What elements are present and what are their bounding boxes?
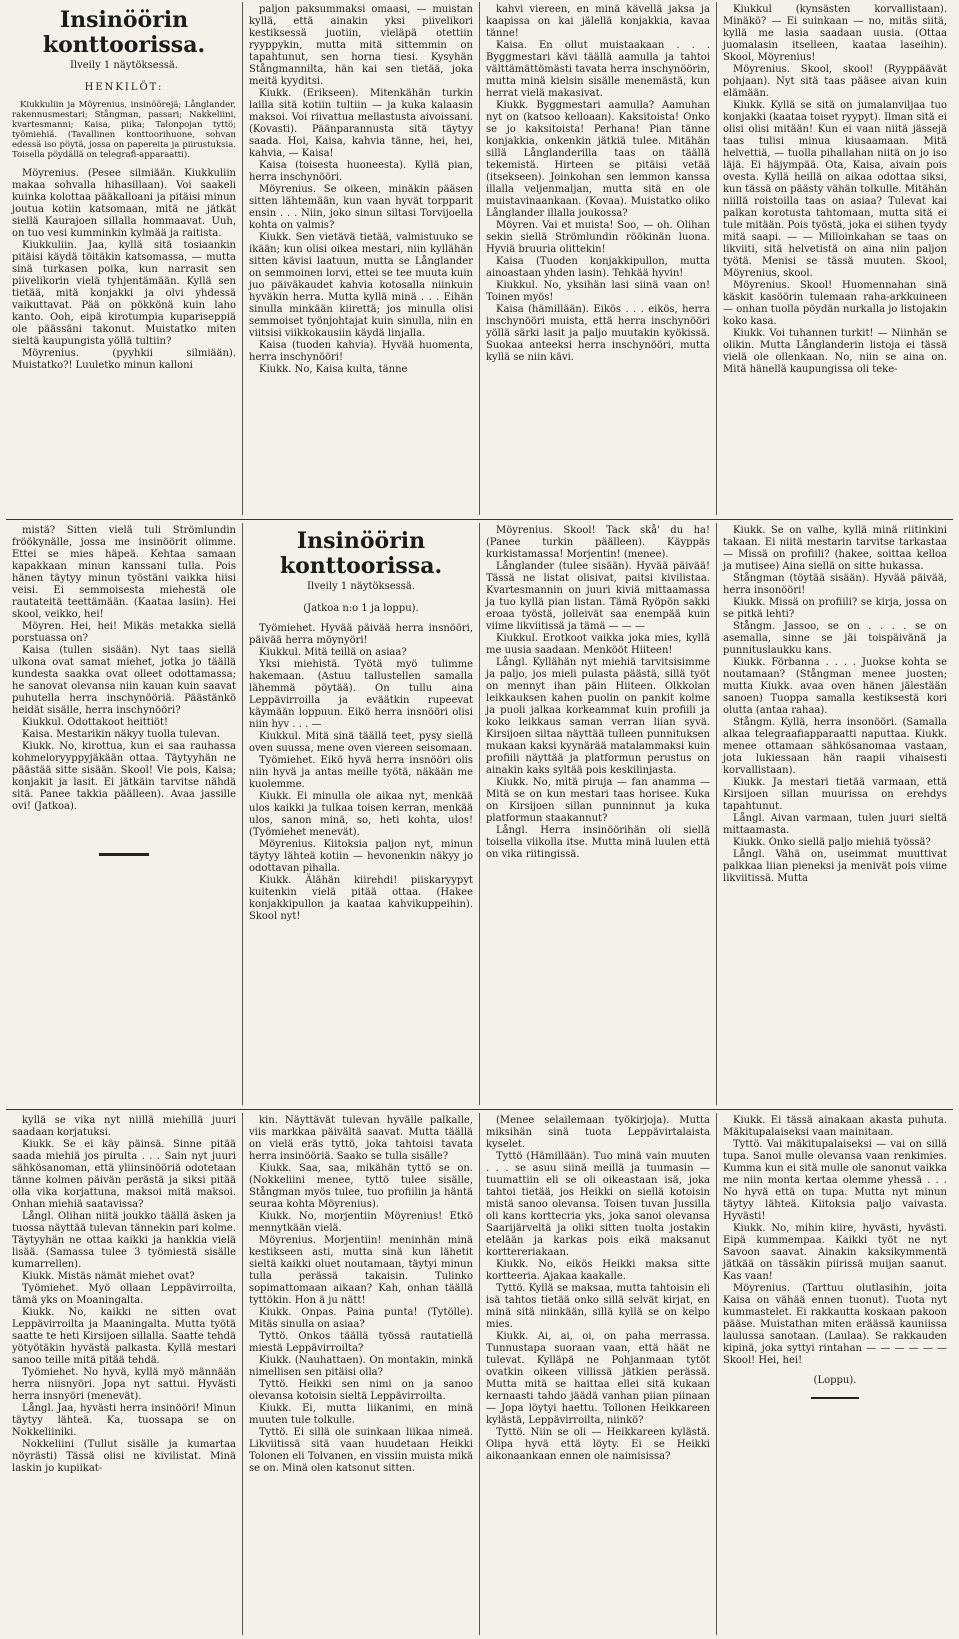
section-divider — [6, 519, 953, 520]
paragraph: Stångm. Kyllä, herra insonööri. (Samalla alkaa telegraafiapparaatti naputtaa. Kiukk. menee ottamaan sähkösanomaa vastaan, jota lukiessaan hän raapii vihaisesti korvallistaan). — [723, 717, 947, 776]
column — [480, 2, 717, 515]
page-section-3 — [6, 1113, 953, 1635]
paragraph: Långl. Kyllähän nyt miehiä tarvitsisimme ja paljo, jos mieli pulasta päästä, sillä työt on mennyt ihan päin Hiiteen. Olkkolan leikkauksen kahen puolin on pankit kolme ja puoli jalkaa korkeammat kuin profiili ja koko leikkaus saman verran liian syvä. Kirsijoen siltaa näyttää tulleen punnituksen mukaan kaksi kyynärää matalammaksi kuin profiili näyttää ja platformun perustus on ainakin kaks syltää pois keskilinjasta. — [486, 657, 710, 776]
paragraph: Långl. Olihan niitä joukko täällä äsken ja tuossa näyttää tulevan tännekin pari kolme. Täytyyhän ne ottaa kaikki ja hankkia vielä lisää. (Samassa tulee 3 työmiestä sisälle kumarrellen). — [12, 1211, 236, 1270]
paragraph: Kiukk. Voi tuhannen turkit! — Niinhän se olikin. Mutta Långlanderin listoja ei tässä vielä ole ollenkaan. No, niin se aina on. Mitä hänellä kaupungissa oli teke- — [723, 328, 947, 375]
paragraph: Kiukk. Ei, mutta liikanimi, en minä muuten tule tolkulle. — [249, 1403, 473, 1426]
paragraph: Kiukk. Missä on profiili? se kirja, jossa on se pitkä lehti? — [723, 597, 947, 620]
paragraph: Långl. Vähä on, useimmat muuttivat palkkaa liian pieneksi ja menivät pois viime likviitissä. Mutta — [723, 849, 947, 884]
paragraph: Työmiehet. No hyvä, kyllä myö männään herra niisnyöri. Jopa nyt sattui. Hyvästi herra insnyöri (menevät). — [12, 1367, 236, 1402]
end-rule — [811, 1397, 859, 1399]
paragraph: Kiukk. No, eikös Heikki maksa sitte kortteeria. Ajakaa kaakalle. — [486, 1259, 710, 1282]
paragraph: Tyttö. Vai mäkitupalaiseksi — vai on sillä tupa. Sanoi mulle olevansa vaan renkimies. Kumma kun ei sitä mulle ole sanonut vaikka me niin monta kertaa olemme yhessä . . . No hyvä että on tupa. Mutta nyt minun täytyy lähteä. Kiitoksia paljo vaivasta. Hyvästi! — [723, 1139, 947, 1222]
column — [243, 2, 480, 515]
paragraph: Kiukk. No, kaikki ne sitten ovat Leppävirroilta ja Maaningalta. Mutta työtä saatte te heti Kirsijoen sillalla. Saatte tehdä yötyötäkin hyvästä palkasta. Kyllä mestari sanoo teille mitä pitää tehdä. — [12, 1307, 236, 1366]
paragraph: Kaisa (tuoden kahvia). Hyvää huomenta, herra inschynööri! — [249, 340, 473, 363]
paragraph: Tyttö (Hämillään). Tuo minä vain muuten . . . se asuu siinä meillä ja tuumasin — tuumattiin eli se oli oikeastaan isä, joka tahtoi tietää, jos Heikki on siellä kotoisin mistä sanoo olevansa. Toisen tuvan Jussilla oli kans korttecria yks, joka sanoi olevansa Saarijärveltä ja oliki sitten tuolta jostakin etelään ja karkas pois eikä maksanut korttereriakaan. — [486, 1151, 710, 1258]
article-subtitle: Ilveily 1 näytöksessä. — [69, 60, 179, 71]
column — [717, 2, 953, 515]
paragraph: Yksi miehistä. Työtä myö tulimme hakemaan. (Astuu tallustellen samalla lähemmä pöytää). On tullu aina Leppävirroilla ja eväätkin rupeevat käymään loppuun. Eikö herra insnööri olisi niin hyv . . . — — [249, 659, 473, 730]
paragraph: Möyren. Vai et muista! Soo, — oh. Olihan sekin siellä Strömlundin röökinän luona. Hyviä bruuria olittekin! — [486, 220, 710, 255]
paragraph: Tyttö. Niin se oli — Heikkareen kylästä. Olipa hyvä että löyty. Ei se Heikki aikonaankaan ennen ole naimisissa? — [486, 1427, 710, 1462]
paragraph: Kiukkul. Mitä teillä on asiaa? — [259, 647, 407, 658]
column — [6, 1113, 243, 1635]
article-title: Insinöörin konttoorissa. — [279, 528, 443, 579]
paragraph: Möyrenius. Se oikeen, minäkin pääsen sitten lähtemään, kun vaan hyvät torpparit ensin . . . Niin, joko sinun siltasi Torvijoella kohta on valmis? — [249, 184, 473, 231]
paragraph: Työmiehet. Hyvää päivää herra insnööri, päivää herra möynyöri! — [249, 623, 473, 646]
paragraph: Kiukk. No, mitä piruja — fan anamma — Mitä se on kun mestari taas horisee. Kuka on Kirsijoen sillan punninnut ja kuka platformun staakannut? — [486, 777, 710, 824]
paragraph: Kiukk. Ei minulla ole aikaa nyt, menkää ulos kaikki ja tulkaa toisen kerran, menkää ulos, sanon minä, so, heti kohta, ulos! (Työmiehet menevät). — [249, 791, 473, 838]
paragraph: Kiukk. Ai, ai, oi, on paha merrassa. Tunnustapa suoraan vaan, että häät ne tulevat. Kylläpä ne Pohjanmaan tytöt ovatkin oikeen villissä jätkien perässä. Mutta mitä se haittaa ellei sitä kukaan kernaasti tahdo jäädä vanhan piian piinaan — Jopa löytyi haettu. Tollonen Heikkareen kylästä, Leppävirroilta, niinkö? — [486, 1331, 710, 1426]
paragraph: Työmiehet. Myö ollaan Leppävirroilta, tämä yks on Moaningalta. — [12, 1283, 236, 1306]
paragraph: Stångm. Jassoo, se on . . . . se on asemalla, sinne se jäi toispäivänä ja punnituslaukku kans. — [723, 621, 947, 656]
column — [6, 2, 243, 515]
column — [480, 1113, 717, 1635]
paragraph: Möyrenius. (pyyhkii silmiään). Muistatko?! Luuletko minun kalloni — [12, 348, 236, 371]
paragraph: Möyrenius. Skool! Huomennahan sinä käskit kasöörin tulemaan raha-arkkuineen — onhan tuolla pöydän nurkalla jo listojakin koko kasa. — [723, 280, 947, 327]
paragraph: Kiukk. Ei tässä ainakaan akasta puhuta. Mäkitupalaiseksi vaan mainitaan. — [723, 1115, 947, 1138]
paragraph: Kiukk. Se on valhe, kyllä minä riitinkini takaan. Ei niitä mestarin tarvitse tarkastaa — Missä on profiili? (hakee, soittaa kelloa ja mutisee) Aina siellä on sitte hukassa. — [723, 525, 947, 572]
paragraph: Möyrenius. Morjentiin! meninhän minä kestikseen asti, mutta sinä kun lähetit sieltä kaikki oluet noutamaan, täytyi minun tulla perässä takaisin. Tulinko sopimattomaan aikaan? Kah, onhan täällä tyttökin. Hon ä ju nätt! — [249, 1235, 473, 1306]
end-note: (Loppu). — [813, 1375, 857, 1386]
paragraph: Kiukk. Kyllä se sitä on jumalanviljaa tuo konjakki (kaataa toiset ryypyt). Ilman sitä ei olisi olisi mitään! Kun ei vaan niitä jässejä taas tulisi minua kiusaamaan. Mitä helvettiä, — tuolla pihallahan niitä on jo iso läjä. Ei häjympää. Ota, Kaisa, aivain pois ovesta. Kyllä heillä on aikaa odottaa siksi, kun tässä on päästy vähän tolkulle. Mitähän niillä roistoilla taas on asiaa? Tulevat kai palkan korotusta tahtomaan, mutta sitä ei tule mitään. Pois työstä, joka ei siihen tyydy mitä saapi. — — Milloinkahan se taas on likviiti, sitä helvetistä on aina niin paljon työtä. Menisi se tässä muuten. Skool, Möyrenius, skool. — [723, 100, 947, 279]
paragraph: Kaisa. En ollut muistaakaan . . . Byggmestari kävi täällä aamulla ja tahtoi välttämättömästi tavata herra inschynöörin, mutta minä kielsin sisälle menemästä, kun herrat vielä makasivat. — [486, 40, 710, 99]
paragraph: Långl. Jaa, hyvästi herra insinööri! Minun täytyy lähteä. Ka, tuossapa se on Nokkeliiniki. — [12, 1403, 236, 1438]
paragraph: Tyttö. Onkos täällä työssä rautatiellä miestä Leppävirroilta? — [249, 1331, 473, 1354]
persons-list: Kiukkuliin ja Möyrenius, insinöörejä; Långlander, rakennusmestari; Stångman, passari; Nakkeliini, kvartesmanni; Kaisa, piika; Talonpojan tyttö; työmiehiä. (Tavallinen konttoorihuone, sohvan edessä iso pöytä, jossa on papereita ja piirustuksia. Toisella pöydällä on telegrafi-apparaatti). — [12, 100, 236, 160]
paragraph: Työmiehet. Eikö hyvä herra insnööri olis niin hyvä ja antas meille työtä, näkään me kuolemme. — [249, 755, 473, 790]
paragraph: Kiukk. Saa, saa, mikähän tyttö se on. (Nokkeliini menee, tyttö tulee sisälle, Stångman myös tulee, tuo profiilin ja häntä seuraa kohta Möyrenius). — [249, 1163, 473, 1210]
paragraph: (Menee selailemaan työkirjoja). Mutta miksihän sinä tuota Leppävirtalaista kyselet. — [486, 1115, 710, 1150]
paragraph: Nokkeliini (Tullut sisälle ja kumartaa nöyrästi) Tässä olisi ne kivilistat. Minä laskin jo kupiikat- — [12, 1439, 236, 1474]
paragraph: Kaisa (toisesta huoneesta). Kyllä pian, herra inschynööri. — [249, 160, 473, 183]
paragraph: Möyrenius. Skool! Tack skå' du ha! (Panee turkin päälleen). Käyppäs kurkistamassa! Morjentin! (menee). — [486, 525, 710, 560]
paragraph: Kiukkuliin. Jaa, kyllä sitä tosiaankin pitäisi käydä töitäkin katsomassa, — mutta sinä turkasen poika, kun narrasit sen piivelikorin vielä tyhjentämään. Kyllä sen tietää, mitä konjakki ja olvi yhdessä vaikuttavat. Pää on pökkönä kuin laho kanto. Ooh, eipä kirotumpia kupariseppiä ole päässäni takonut. Muistatko miten sieltä kaupungista yöllä tultiin? — [12, 240, 236, 347]
paragraph: Stångman (töytää sisään). Hyvää päivää, herra insonööri! — [723, 573, 947, 596]
paragraph: kahvi viereen, en minä kävellä jaksa ja kaapissa on kai jälellä konjakkia, kavaa tänne! — [486, 4, 710, 39]
paragraph: Långl. Aivan varmaan, tulen juuri sieltä mittaamasta. — [723, 813, 947, 836]
paragraph: mistä? Sitten vielä tuli Strömlundin fröökynälle, jossa me insinöörit olimme. Ettei se mies häpeä. Kehtaa samaan kapakkaan minun kanssani tulla. Pois hänen täytyy minun työstäni vaikka hiisi veisi. Ei semmoisesta miehestä ole rautateitä teettämään. (Kaataa lasiin). Hei skool, veikko, hei! — [12, 525, 236, 620]
column — [717, 523, 953, 1105]
paragraph: Kiukk. No, Kaisa kulta, tänne — [259, 364, 408, 375]
column — [243, 1113, 480, 1635]
paragraph: Kiukk. Mistäs nämät miehet ovat? — [22, 1271, 195, 1282]
paragraph: Tyttö. Heikki sen nimi on ja sanoo olevansa kotoisin sieltä Leppävirroilta. — [249, 1379, 473, 1402]
paragraph: Kiukkul. No, yksihän lasi siinä vaan on! Toinen myös! — [486, 280, 710, 303]
paragraph: Kiukk. Se ei käy päinsä. Sinne pitää saada miehiä jos pirulta . . . Sain nyt juuri sähkösanoman, että yliinsinööriä odotetaan tänne kolmen päivän perästä ja siksi pitää olla vika korjattuna, maksoi mitä maksoi. Onhan miehiä saatavissa? — [12, 1139, 236, 1210]
paragraph: Tyttö. Ei sillä ole suinkaan liikaa nimeä. Likviitissä sitä vaan huudetaan Heikki Tolonen eli Tolvanen, en vissiin muista mikä se on. Minä olen katsonut sitten. — [249, 1427, 473, 1474]
paragraph: Kiukk. No, kirottua, kun ei saa rauhassa kohmeloryyppyjäkään ottaa. Täytyyhän ne päästää sitte sisään. Skool! Vie pois, Kaisa; konjakit ja lasit. Ei jätkäin tarvitse nähdä sitä. Panee takkia päälleen). Avaa jassille ovi! (Jatkoa). — [12, 741, 236, 812]
paragraph: Kiukk. No, morjentiin Möyrenius! Etkö mennytkään vielä. — [249, 1211, 473, 1234]
paragraph: Möyrenius. (Pesee silmiään. Kiukkuliin makaa sohvalla hihasillaan). Voi saakeli kuinka kolottaa pääkalloani ja pitäisi minun joutua kotiin katsomaan, mitä ne jätkät siellä Kaurajoen sillalla hommaavat. Uuh, on tuo vesi kumminkin kylmää ja raitista. — [12, 168, 236, 239]
paragraph: Möyrenius. Kiitoksia paljon nyt, minun täytyy lähteä kotiin — hevonenkin näkyy jo odottavan pihalla. — [249, 839, 473, 874]
paragraph: Kiukkul (kynsästen korvallistaan). Minäkö? — Ei suinkaan — no, mitäs siitä, kyllä me lasia saadaan uusia. (Ottaa juomalasin itselleen, kaataa laseihin). Skool, Möyrenius! — [723, 4, 947, 63]
paragraph: Kiukk. Onko siellä paljo miehiä työssä? — [733, 837, 931, 848]
page-section-1 — [6, 2, 953, 515]
paragraph: Kiukkul. Odottakoot heittiöt! — [22, 717, 168, 728]
column — [717, 1113, 953, 1635]
paragraph: Långl. Herra insinöörihän oli siellä toisella viikolla itse. Mutta minä luulen että on vika riitingissä. — [486, 825, 710, 860]
paragraph: Långlander (tulee sisään). Hyvää päivää! Tässä ne listat olisivat, paitsi kivilistaa. Kvartesmannin on juuri kiviä mittaamassa ja tuo kyllä pian listan. Tämä Ryöpön sakki eroaa työstä, jolleivät saa enempää kuin viime likviitissä ja tämä — — — — [486, 561, 710, 632]
paragraph: Kaisa (hämillään). Eikös . . . eikös, herra inschynööri muista, että herra inschynööri yöllä särki lasit ja paljo muutakin kyökissä. Suokaa anteeksi herra inschynööri, mutta kyllä se niin kävi. — [486, 304, 710, 363]
paragraph: Kiukk. Onpas. Paina punta! (Tytölle). Mitäs sinulla on asiaa? — [249, 1307, 473, 1330]
paragraph: kin. Näyttävät tulevan hyvälle palkalle, viis markkaa päivältä saavat. Mutta täällä on vielä eräs tyttö, joka tahtoisi tavata herra insinööriä. Saako se tulla sisälle? — [249, 1115, 473, 1162]
paragraph: Kiukk. No, mihin kiire, hyvästi, hyvästi. Eipä kummempaa. Kaikki työt ne nyt Savoon saavat. Ainakin kaksikymmentä jätkää on tässäkin piirissä muijan saanut. Kas vaan! — [723, 1223, 947, 1282]
column — [243, 523, 480, 1105]
paragraph: Kiukk. (Erikseen). Mitenkähän turkin lailla sitä kotiin tultiin — ja kuka kalaasin maksoi. Voi riivattua mellastusta aivoissani. (Kovasti). Päänparannusta sitä täytyy saada. Hoi, Kaisa, kahvia tänne, hei, hei, kahvia, — Kaisa! — [249, 88, 473, 159]
paragraph: Kiukk. Ja mestari tietää varmaan, että Kirsijoen sillan muurissa on erehdys tapahtunut. — [723, 777, 947, 812]
paragraph: Tyttö. Kyllä se maksaa, mutta tahtoisin eli isä tahtos tietää onko sillä selvät kirjat, en minä sitä niinkään, sillä kyllä se on kelpo mies. — [486, 1283, 710, 1330]
paragraph: paljon paksummaksi omaasi, — muistan kyllä, että ainakin yksi piivelikori kestiksessä juotiin, vieläpä otettiin ryyppykin, mutta mitä sittemmin on tapahtunut, sen horna tiesi. Kysyhän Stångmannilta, hän kai sen tietää, joka meitä kyyditsi. — [249, 4, 473, 87]
paragraph: Möyren. Hei, hei! Mikäs metakka siellä porstuassa on? — [12, 621, 236, 644]
column — [6, 523, 243, 1105]
article-title: Insinöörin konttoorissa. — [42, 7, 206, 58]
paragraph: Kiukkul. Mitä sinä täällä teet, pysy siellä oven suussa, mene oven viereen seisomaan. — [249, 731, 473, 754]
section-divider — [6, 1109, 953, 1110]
paragraph: Kaisa (Tuoden konjakkipullon, mutta ainoastaan yhden lasin). Tehkää hyvin! — [486, 256, 710, 279]
page-section-2 — [6, 523, 953, 1105]
persons-heading: HENKILÖT: — [84, 82, 164, 93]
paragraph: Kiukk. Sen vietävä tietää, valmistuuko se ikään; kun olisi oikea mestari, niin kyllähän sitten kävisi laatuun, mutta se Långlander on semmoinen lorvi, ettei se tee muuta kuin juo päiväkaudet kahvia kotosalla niinkuin hyväkin herra. Mutta kyllä minä . . . Eihän sinulla minkään kiirettä; jos minulla olisi semmoiset työnjohtajat kuin sinulla, niin en viitsisi viikkokausiin käydä linjalla. — [249, 232, 473, 339]
paragraph: Möyrenius. Skool, skool! (Ryyppäävät pohjaan). Nyt sitä taas pääsee aivan kuin elämään. — [723, 64, 947, 99]
continuation-note: (Jatkoa n:o 1 ja loppu). — [303, 603, 419, 614]
article-subtitle: Ilveily 1 näytöksessä. — [306, 581, 416, 592]
paragraph: Möyrenius. (Tarttuu olutlasihin, joita Kaisa on vähää ennen tuonut). Tuota nyt kummastelet. Ei rakkautta koskaan pakoon pääse. Muistathan miten eräässä kauniissa laulussa sanotaan. (Laulaa). Se rakkauden kipinä, joka syttyi rintahan — — — — — — Skool! Hei, hei! — [723, 1283, 947, 1366]
paragraph: Kiukk. Förbanna . . . . Juokse kohta se noutamaan? (Stångman menee juosten; mutta Kiukk. avaa oven hänen jälestään sanoen) Tuoppa samalla kestiksestä kori olutta (antaa rahaa). — [723, 657, 947, 716]
paragraph: kyllä se vika nyt niillä miehillä juuri saadaan korjatuksi. — [12, 1115, 236, 1138]
end-rule — [99, 853, 149, 856]
paragraph: Kiukk. Byggmestari aamulla? Aamuhan nyt on (katsoo kelloaan). Kaksitoista! Onko se jo kaksitoista! Perhana! Pian tänne konjakkia, onkenkin jätkiä tulee. Mitähän sillä Långlanderilla taas on täällä tekemistä. Hirteen se pitäisi vetää (itsekseen). Joinkohan sen lemmon kanssa illalla veljenmaljan, mutta sitä en ole muistavinaankaan. (Kovaa). Muistatko oliko Långlander illalla joukossa? — [486, 100, 710, 219]
paragraph: Kaisa. Mestarikin näkyy tuolla tulevan. — [22, 729, 220, 740]
paragraph: Kiukkul. Erotkoot vaikka joka mies, kyllä me uusia saadaan. Menkööt Hiiteen! — [486, 633, 710, 656]
paragraph: Kiukk. (Nauhattaen). On montakin, minkä nimellisen sen pitäisi olla? — [249, 1355, 473, 1378]
column — [480, 523, 717, 1105]
paragraph: Kaisa (tullen sisään). Nyt taas siellä ulkona ovat samat miehet, jotka jo täällä kundesta saakka ovat olleet odottamassa; he sanovat olevansa niin kauan kuin saavat puhutella herra inschynööriä. Päästänkö heidät sisälle, herra inschynööri? — [12, 645, 236, 716]
paragraph: Kiukk. Älähän kiirehdi! piiskaryypyt kuitenkin vielä pitää ottaa. (Hakee konjakkipullon ja kaataa kahvikuppeihin). Skool nyt! — [249, 875, 473, 922]
